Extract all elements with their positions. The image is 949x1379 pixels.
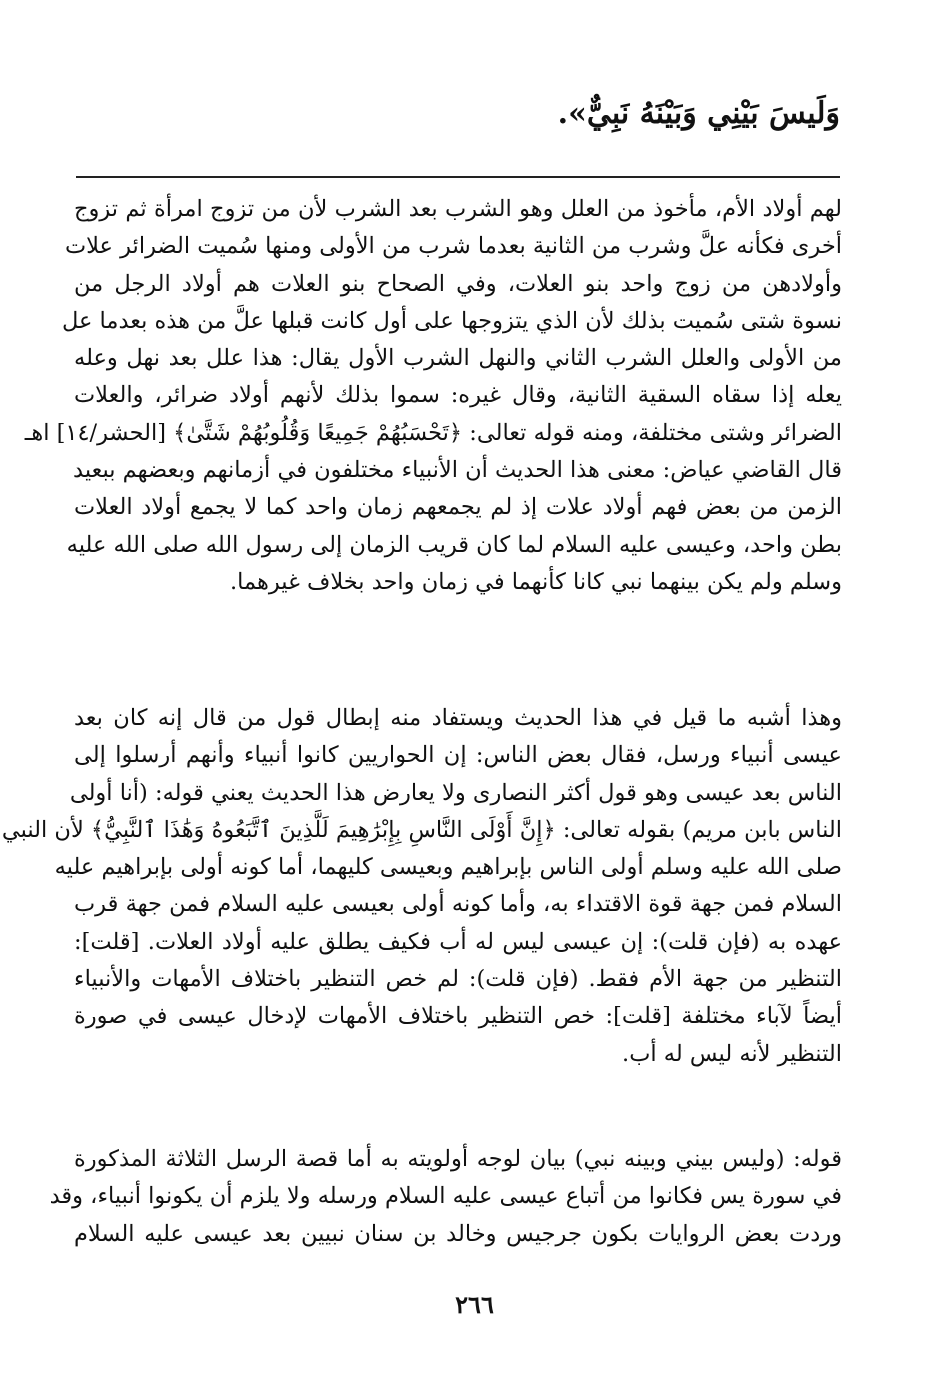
text-line: صلى الله عليه وسلم أولى الناس بإبراهيم وبعيسى كليهما، أما كونه أولى بإبراهيم عليه bbox=[54, 854, 842, 881]
text-line: قوله: (وليس بيني وبينه نبي) بيان لوجه أولويته به أما قصة الرسل الثلاثة المذكورة bbox=[74, 1146, 842, 1172]
text-line: قال القاضي عياض: معنى هذا الحديث أن الأنبياء مختلفون في أزمانهم وبعضهم ببعيد bbox=[73, 457, 842, 484]
commentary-paragraph-2 bbox=[1, 700, 842, 1073]
commentary-paragraph-1 bbox=[24, 191, 842, 601]
text-line: وردت بعض الروايات بكون جرجيس وخالد بن سنان نبيين بعد عيسى عليه السلام bbox=[74, 1220, 842, 1247]
text-line: السلام فمن جهة قوة الاقتداء به، وأما كونه أولى بعيسى عليه السلام فمن جهة قرب bbox=[74, 891, 842, 918]
text-line: نسوة شتى سُميت بذلك لأن الذي يتزوجها على أول كانت قبلها علَّ من هذه بعدما عل bbox=[61, 307, 842, 334]
text-line: لهم أولاد الأم، مأخوذ من العلل وهو الشرب بعد الشرب لأن من تزوج امرأة ثم تزوج bbox=[74, 196, 842, 222]
text-line: عيسى أنبياء ورسل، فقال بعض الناس: إن الحواريين كانوا أنبياء وأنهم أرسلوا إلى bbox=[74, 742, 842, 769]
text-line: الزمن من بعض فهم أولاد علات إذ لم يجمعهم زمان واحد كما لا يجمع أولاد العلات bbox=[74, 494, 842, 521]
footnote-separator-line bbox=[76, 176, 840, 178]
text-line: التنظير من جهة الأم فقط. (فإن قلت): لم خص التنظير باختلاف الأمهات والأنبياء bbox=[74, 966, 842, 993]
text-line: وسلم ولم يكن بينهما نبي كانا كأنهما في زمان واحد بخلاف غيرهما. bbox=[230, 568, 842, 595]
hadith-continuation-header: وَلَيسَ بَيْنِي وَبَيْنَهُ نَبِيٌّ». bbox=[557, 96, 840, 131]
text-line: وأولادهن من زوج واحد بنو العلات، وفي الصحاح بنو العلات هم أولاد الرجل من bbox=[74, 270, 842, 297]
text-line: في سورة يس فكانوا من أتباع عيسى عليه السلام ورسله ولا يلزم أن يكونوا أنبياء، وقد bbox=[49, 1183, 842, 1210]
text-line: الناس بعد عيسى وهو قول أكثر النصارى ولا يعارض هذا الحديث يعني قوله: (أنا أولى bbox=[69, 779, 842, 806]
page-number: ٢٦٦ bbox=[455, 1290, 494, 1319]
text-line: أيضاً لآباء مختلفة [قلت]: خص التنظير باختلاف الأمهات لإدخال عيسى في صورة bbox=[74, 1003, 842, 1030]
text-line: بطن واحد، وعيسى عليه السلام لما كان قريب الزمان إلى رسول الله صلى الله عليه bbox=[66, 531, 842, 558]
text-line: الناس بابن مريم) بقوله تعالى: ﴿إِنَّ أَوْلَى النَّاسِ بِإِبْرَٰهِيمَ لَلَّذِينَ ٱتَّبَعُوهُ وَهَٰذَا ٱلنَّبِيُّ﴾ لأن النبي bbox=[1, 816, 842, 843]
text-line: عهده به (فإن قلت): إن عيسى ليس له أب فكيف يطلق عليه أولاد العلات. [قلت]: bbox=[74, 928, 842, 955]
text-line: الضرائر وشتى مختلفة، ومنه قوله تعالى: ﴿تَحْسَبُهُمْ جَمِيعًا وَقُلُوبُهُمْ شَتَّىٰ﴾ [الحشر/١٤] اهـ bbox=[24, 419, 842, 446]
text-line: التنظير لأنه ليس له أب. bbox=[622, 1040, 842, 1067]
text-line: وهذا أشبه ما قيل في هذا الحديث ويستفاد منه إبطال قول من قال إنه كان بعد bbox=[74, 705, 842, 731]
text-line: يعله إذا سقاه السقية الثانية، وقال غيره: سموا بذلك لأنهم أولاد ضرائر، والعلات bbox=[74, 382, 842, 409]
text-line: من الأولى والعلل الشرب الثاني والنهل الشرب الأول يقال: هذا علل بعد نهل وعله bbox=[74, 345, 842, 372]
text-line: أخرى فكأنه علَّ وشرب من الثانية بعدما شرب من الأولى ومنها سُميت الضرائر علات bbox=[64, 233, 842, 260]
commentary-paragraph-3 bbox=[49, 1141, 842, 1253]
